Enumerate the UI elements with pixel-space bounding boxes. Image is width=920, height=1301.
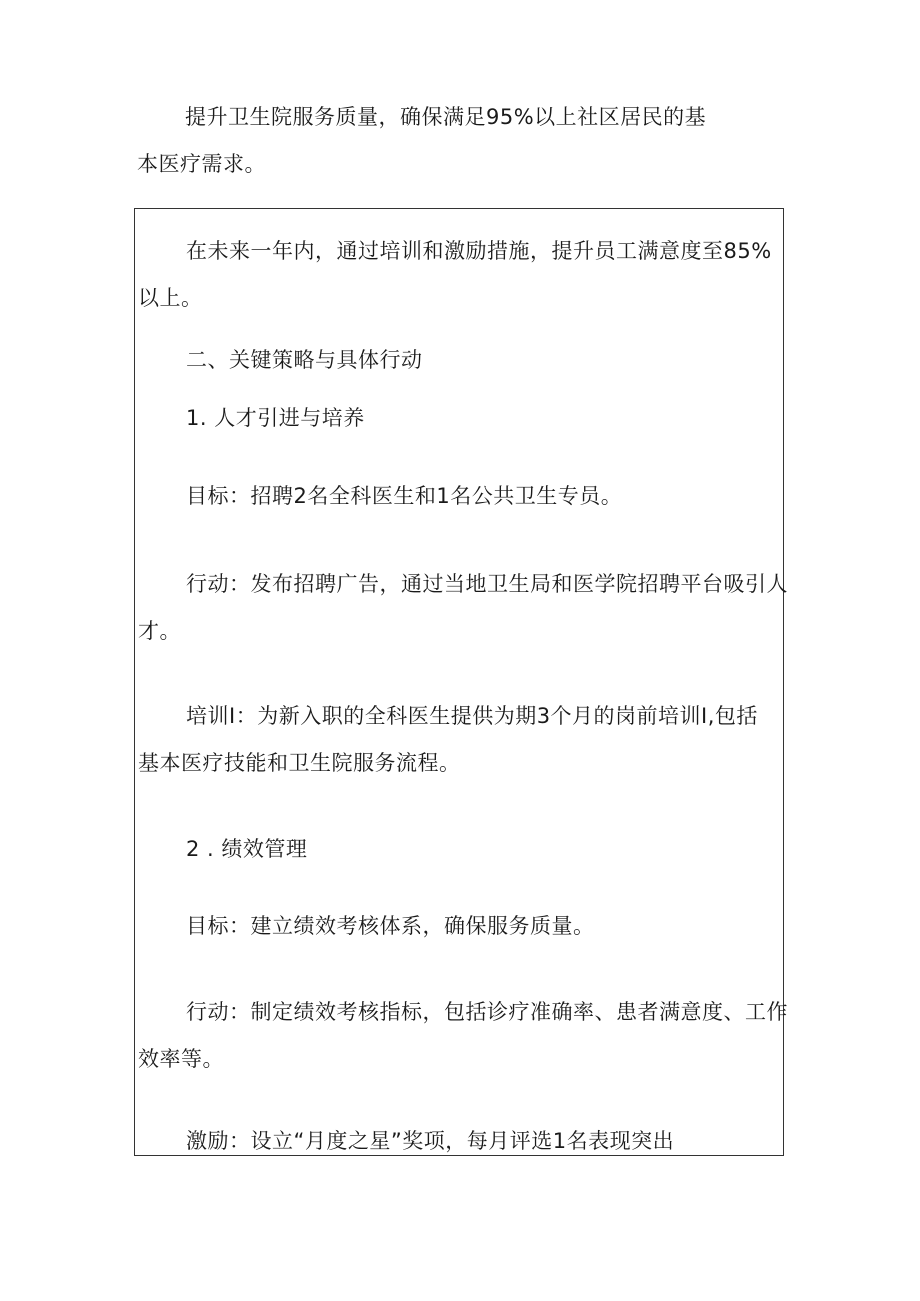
content-table-cell [134,208,788,1156]
talent-training-line-1: 培训I：为新入职的全科医生提供为期3个月的岗前培训I,包括 [186,704,758,728]
performance-action-paragraph [138,989,788,1083]
performance-goal: 目标：建立绩效考核体系，确保服务质量。 [186,914,595,938]
intro-paragraph [137,94,737,188]
section-heading: 二、关键策略与具体行动 [186,348,423,372]
talent-action-line-1: 行动：发布招聘广告，通过当地卫生局和医学院招聘平台吸引人 [186,572,788,596]
talent-action-line-2: 才。 [138,619,181,643]
performance-action-line-2: 效率等。 [138,1047,224,1071]
satisfaction-goal-line-1: 在未来一年内，通过培训和激励措施，提升员工满意度至85% [186,239,772,263]
intro-line-2: 本医疗需求。 [137,152,266,176]
satisfaction-goal-line-2: 以上。 [138,286,203,310]
satisfaction-goal-paragraph [138,228,772,322]
talent-training-line-2: 基本医疗技能和卫生院服务流程。 [138,751,461,775]
performance-incentive: 激励：设立“月度之星”奖项，每月评选1名表现突出 [186,1129,675,1153]
talent-action-paragraph [138,561,788,655]
performance-action-line-1: 行动：制定绩效考核指标，包括诊疗准确率、患者满意度、工作 [186,1000,788,1024]
intro-line-1: 提升卫生院服务质量，确保满足95%以上社区居民的基 [185,105,707,129]
talent-goal: 目标：招聘2名全科医生和1名公共卫生专员。 [186,484,623,508]
talent-heading: 1. 人才引进与培养 [186,406,365,430]
talent-training-paragraph [138,693,758,787]
performance-heading: 2 . 绩效管理 [186,837,308,861]
